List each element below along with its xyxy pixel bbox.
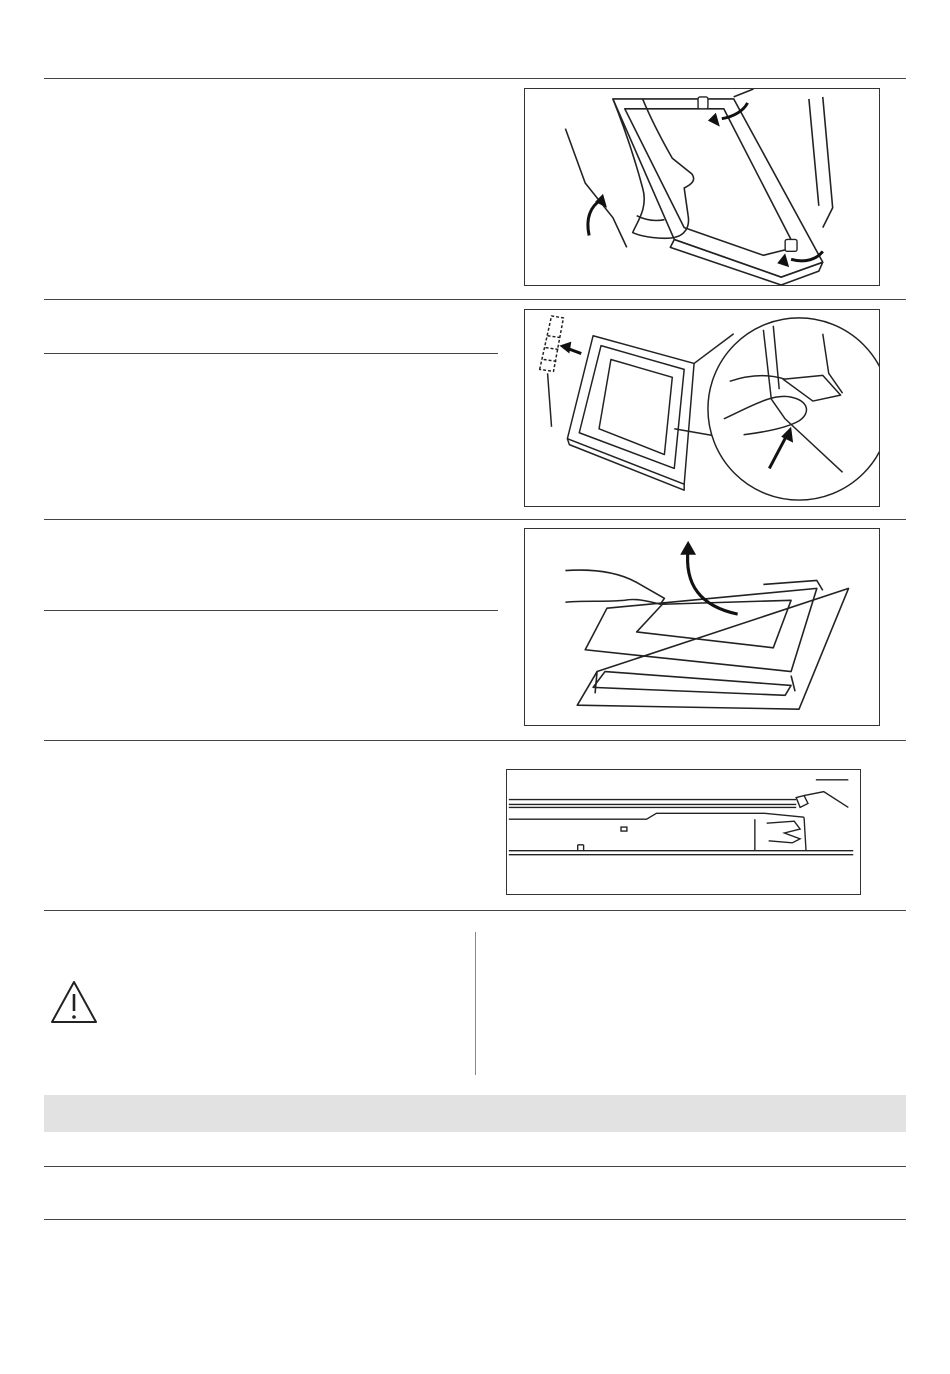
rule-lower-2: [44, 1219, 906, 1220]
section-heading-band: [44, 1095, 906, 1132]
figure-glass-seating: [506, 769, 861, 895]
glass-panel-illustration: [525, 529, 879, 725]
rule-step-2: [44, 299, 906, 300]
rule-top: [44, 78, 906, 79]
rule-lower-1: [44, 1166, 906, 1167]
warning-triangle-icon: [50, 980, 98, 1024]
rule-step-2-sub: [44, 353, 498, 354]
figure-lift-door: [524, 88, 880, 286]
rule-step-4: [44, 740, 906, 741]
figure-remove-glass: [524, 528, 880, 726]
figure-remove-trim: [524, 309, 880, 507]
rule-step-3: [44, 519, 906, 520]
rule-warning: [44, 910, 906, 911]
rule-step-3-sub: [44, 610, 498, 611]
glass-section-illustration: [507, 770, 860, 894]
door-hinge-illustration: [525, 89, 879, 285]
door-trim-illustration: [525, 310, 879, 506]
column-divider: [475, 932, 476, 1075]
